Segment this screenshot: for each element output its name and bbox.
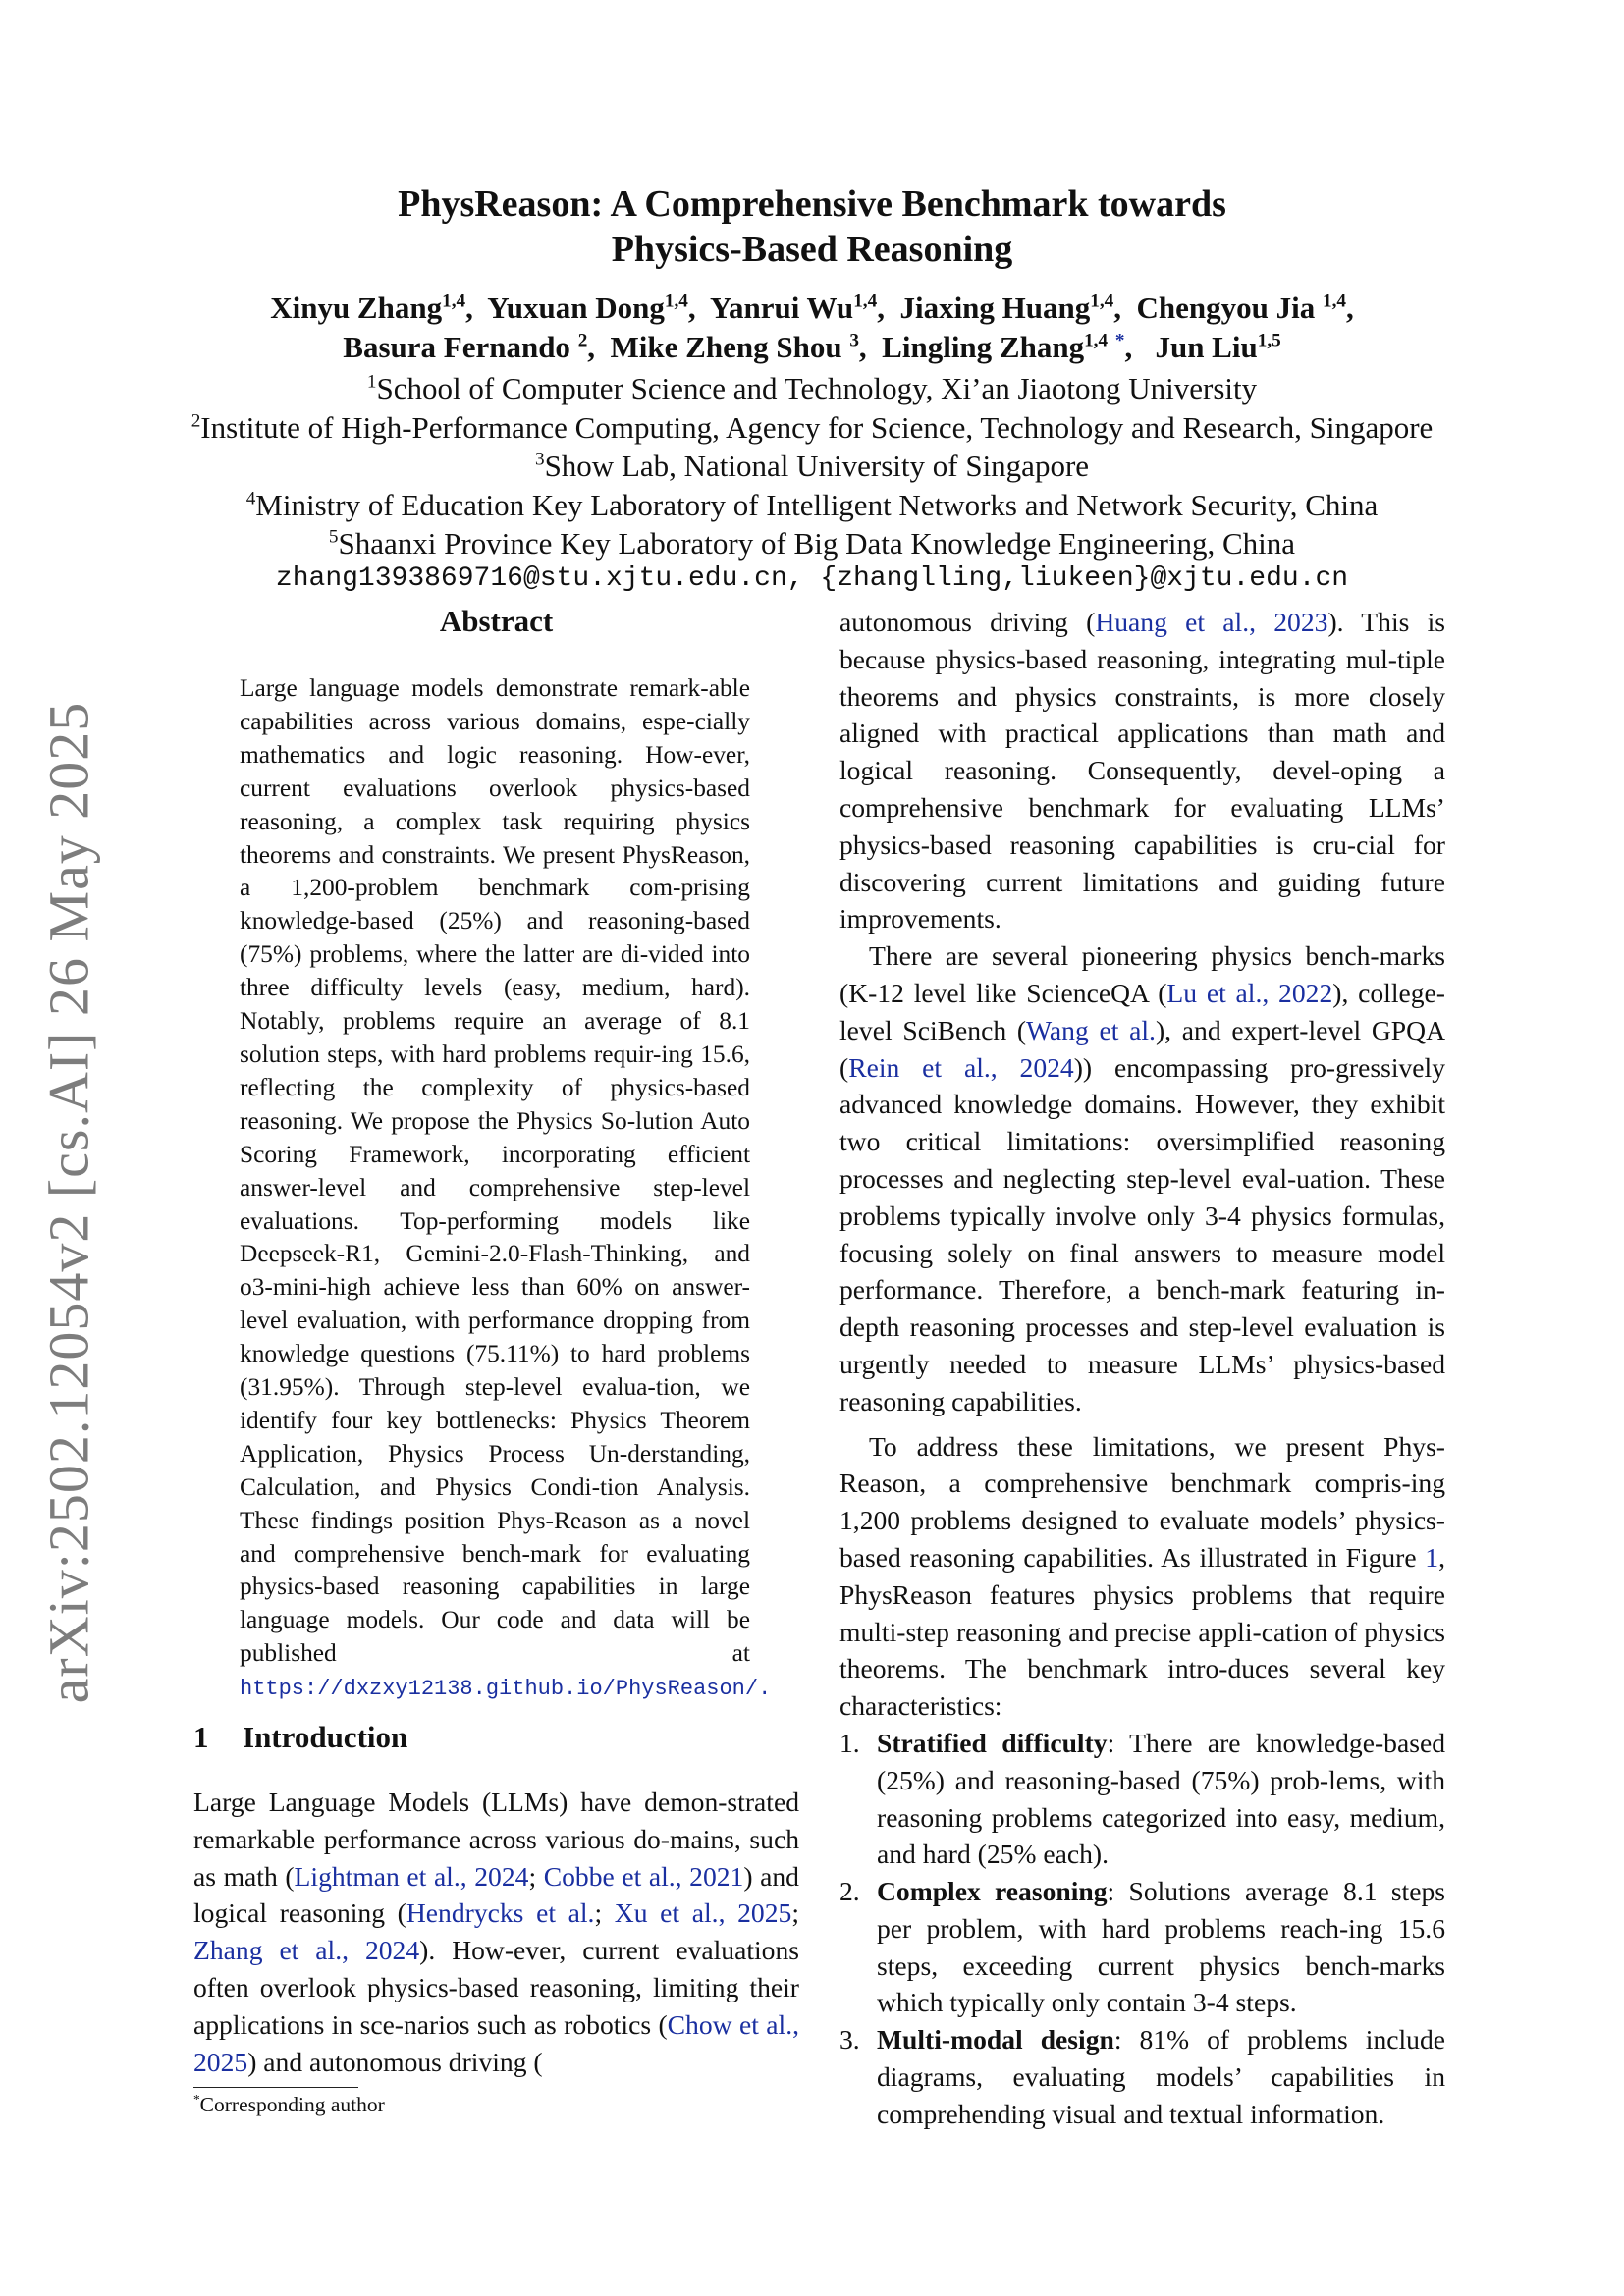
intro-paragraph-2: There are several pioneering physics bench-marks (K-12 level like ScienceQA (Lu et al., 2022), college-level SciBench (Wang et al.), and expert-level GPQA (Rein et al., 2024)) encompassing pro-gressively advanced knowledge domains. However, they exhibit two critical limitations: oversimplified reasoning processes and neglecting step-level eval-uation. These problems typically involve only 3-4 physics formulas, focusing solely on final answers to measure model performance. Therefore, a bench-mark featuring in-depth reasoning processes and step-level evaluation is urgently needed to measure LLMs’ physics-based reasoning capabilities. xyxy=(839,940,1446,1416)
citation-link[interactable]: Lightman et al., 2024 xyxy=(294,1860,529,1892)
author: Yuxuan Dong$^{1,4}$ xyxy=(487,291,688,325)
abstract-text: Large language models demonstrate remark-able capabilities across various domains, espe-cially mathematics and logic reasoning. How-ever, current evaluations overlook physics-based reasoning, a complex task requiring physics theorems and constraints. We present PhysReason, a 1,200-problem benchmark com-prising knowledge-based (25%) and reasoning-based (75%) problems, where the latter are di-vided into three difficulty levels (easy, medium, hard). Notably, problems require an average of 8.1 solution steps, with hard problems requir-ing 15.6, reflecting the complexity of physics-based reasoning. We propose the Physics So-lution Auto Scoring Framework, incorporating efficient answer-level and comprehensive step-level evaluations. Top-performing models like Deepseek-R1, Gemini-2.0-Flash-Thinking, and o3-mini-high achieve less than 60% on answer-level evaluation, with performance dropping from knowledge questions (75.11%) to hard problems (31.95%). Through step-level evalua-tion, we identify four key bottlenecks: Physics Theorem Application, Physics Process Un-derstanding, Calculation, and Physics Condi-tion Analysis. These findings position Phys-Reason as a novel and comprehensive bench-mark for evaluating physics-based reasoning capabilities in large language models. Our code and data will be published at xyxy=(240,674,750,1668)
arxiv-stamp xyxy=(29,687,108,1718)
footnote-text: Corresponding author xyxy=(199,2093,385,2116)
citation-link[interactable]: Huang et al., 2023 xyxy=(1095,607,1328,637)
citation-link[interactable]: Chow et al., 2025 xyxy=(193,2008,799,2077)
citation-link[interactable]: Xu et al., 2025 xyxy=(614,1897,792,1929)
intro-paragraph-1-continued: autonomous driving (Huang et al., 2023). This is because physics-based reasoning, integrating mul-tiple theorems and physics constraints, is more closely aligned with practical applications than math and logical reasoning. Consequently, devel-oping a comprehensive benchmark for evaluating LLMs’ physics-based reasoning capabilities is cru-cial for discovering current limitations and guiding future improvements. xyxy=(839,607,1446,934)
intro-paragraph-3: To address these limitations, we present Phys-Reason, a comprehensive benchmark compris-ing 1,200 problems designed to evaluate models’ physics-based reasoning capabilities. As illustrated in Figure 1, PhysReason features physics problems that require multi-step reasoning and precise appli-cation of physics theorems. The benchmark intro-duces several key characteristics: xyxy=(839,1430,1445,1722)
author: Yanrui Wu$^{1,4}$ xyxy=(710,291,878,325)
citation-link[interactable]: Wang et al. xyxy=(1026,1014,1156,1045)
affiliation: $^2$Institute of High-Performance Computing, Agency for Science, Technology and Research, Singapore xyxy=(190,409,1434,445)
footnote-rule xyxy=(193,2087,358,2088)
author-line-2: Basura Fernando $^2$, Mike Zheng Shou $^3$, Lingling Zhang$^{1,4}$ *, Jun Liu$^{1,5}$ xyxy=(343,330,1281,364)
author: Basura Fernando $^2$ xyxy=(343,330,588,364)
author-emails: zhang1393869716@stu.xjtu.edu.cn, {zhanglling,liukeen}@xjtu.edu.cn xyxy=(275,563,1349,594)
author: Jiaxing Huang$^{1,4}$ xyxy=(899,291,1114,325)
affiliation: $^1$School of Computer Science and Technology, Xi’an Jiaotong University xyxy=(366,371,1258,405)
citation-link[interactable]: Zhang et al., 2024 xyxy=(193,1935,420,1966)
author: Xinyu Zhang$^{1,4}$ xyxy=(270,291,466,325)
list-item: 2. Complex reasoning: Solutions average 8.1 steps per problem, with hard problems reach-ing 15.6 steps, exceeding current physics bench-marks which typically only contain 3-4 steps. xyxy=(839,1876,1446,2018)
section-number: 1 xyxy=(193,1720,209,1754)
abstract-body xyxy=(240,672,772,1706)
project-url-link[interactable]: https://dxzxy12138.github.io/PhysReason/. xyxy=(240,1677,772,1702)
arxiv-id: arXiv:2502.12054v2 [cs.AI] 26 May 2025 xyxy=(36,701,101,1704)
author: Mike Zheng Shou $^3$ xyxy=(610,330,859,364)
section-title: Introduction xyxy=(243,1720,408,1754)
citation-link[interactable]: Rein et al., 2024 xyxy=(848,1051,1074,1083)
footnote-mark: * xyxy=(193,2091,200,2107)
affiliation: $^3$Show Lab, National University of Singapore xyxy=(534,449,1090,483)
citation-link[interactable]: Hendrycks et al. xyxy=(406,1897,595,1929)
footnote xyxy=(193,2093,385,2117)
author: Chengyou Jia $^{1,4}$ xyxy=(1136,291,1347,325)
title-line-1: PhysReason: A Comprehensive Benchmark towards xyxy=(398,184,1226,225)
affiliations xyxy=(118,369,1506,563)
affiliation: $^4$Ministry of Education Key Laboratory of Intelligent Networks and Network Security, China xyxy=(245,487,1379,522)
title-line-2: Physics-Based Reasoning xyxy=(611,229,1013,270)
abstract-heading: Abstract xyxy=(439,604,554,638)
author-list xyxy=(147,289,1477,367)
corresponding-mark[interactable]: * xyxy=(1114,330,1125,351)
author: Jun Liu$^{1,5}$ xyxy=(1155,330,1281,364)
right-column xyxy=(839,604,1445,2133)
citation-link[interactable]: Cobbe et al., 2021 xyxy=(543,1860,744,1892)
author: Lingling Zhang$^{1,4}$ * xyxy=(882,330,1125,364)
citation-link[interactable]: Lu et al., 2022 xyxy=(1166,977,1333,1008)
list-item: 3. Multi-modal design: 81% of problems include diagrams, evaluating models’ capabilities in comprehending visual and textual information. xyxy=(839,2024,1445,2129)
paper-title xyxy=(196,182,1428,272)
figure-link[interactable]: 1 xyxy=(1425,1541,1439,1573)
intro-paragraph-1: Large Language Models (LLMs) have demon-strated remarkable performance across various do-mains, such as math (Lightman et al., 2024; Cobbe et al., 2021) and logical reasoning (Hendrycks et al.; Xu et al., 2025; Zhang et al., 2024). How-ever, current evaluations often overlook physics-based reasoning, limiting their applications in sce-narios such as robotics (Chow et al., 2025) and autonomous driving ( xyxy=(193,1787,799,2077)
affiliation: $^5$Shaanxi Province Key Laboratory of Big Data Knowledge Engineering, China xyxy=(328,526,1296,561)
list-item: 1. Stratified difficulty: There are knowledge-based (25%) and reasoning-based (75%) prob-lems, with reasoning problems categorized into easy, medium, and hard (25% each). xyxy=(839,1727,1445,1870)
feature-list xyxy=(839,1725,1445,2133)
author-line-1: Xinyu Zhang$^{1,4}$, Yuxuan Dong$^{1,4}$, Yanrui Wu$^{1,4}$, Jiaxing Huang$^{1,4}$, Chengyou Jia $^{1,4}$, xyxy=(270,291,1354,325)
section-heading-introduction xyxy=(193,1720,407,1755)
